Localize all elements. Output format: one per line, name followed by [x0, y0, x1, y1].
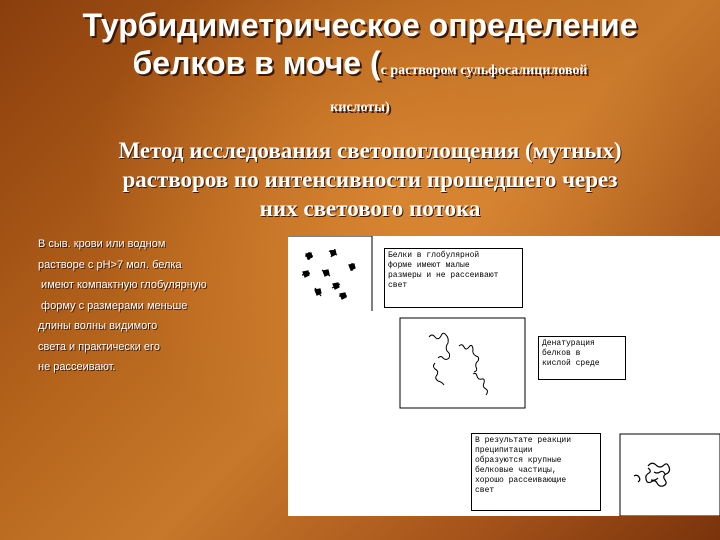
- particle-group-1-frame: [288, 236, 372, 311]
- globular-particle: [349, 263, 355, 271]
- title-line-2-small: с раствором сульфосалициловой: [380, 63, 588, 78]
- globular-particles: [302, 249, 355, 299]
- box-precipitation-line: образуются крупные: [475, 456, 562, 465]
- box-denaturation-line: белков в: [542, 349, 581, 358]
- box-denaturation-line: Денатурация: [542, 339, 595, 348]
- box-globular-line: форме имеют малые: [388, 261, 470, 270]
- box-precipitation: [471, 433, 601, 511]
- box-denaturation-line: кислой среде: [542, 359, 600, 368]
- title-line-2-main: белков в моче (: [132, 45, 381, 81]
- box-globular-line: размеры и не рассеивают: [388, 271, 499, 280]
- denatured-chains: [429, 333, 488, 395]
- denatured-frame: [400, 318, 525, 408]
- box-precipitation-line: В результате реакции: [475, 436, 572, 445]
- aggregated-particle: [634, 463, 670, 486]
- side-text-line: света и практически его: [38, 340, 160, 353]
- box-precipitation-line: свет: [475, 486, 495, 495]
- globular-particle: [305, 252, 313, 260]
- globular-particle: [302, 271, 310, 277]
- method-line-2: растворов по интенсивности прошедшего через: [122, 167, 618, 192]
- globular-particle: [329, 249, 337, 257]
- globular-particle: [322, 270, 330, 276]
- method-line-3: них светового потока: [259, 196, 481, 221]
- box-globular-line: Белки в глобулярной: [388, 251, 480, 260]
- globular-particle: [339, 293, 347, 299]
- method-line-1: Метод исследования светопоглощения (мутных): [118, 138, 622, 163]
- globular-particle: [332, 283, 340, 289]
- box-precipitation-line: преципитации: [475, 446, 533, 455]
- method-description: [50, 136, 690, 223]
- title-line-1: Турбидиметрическое определение: [82, 7, 638, 43]
- box-denaturation: [538, 336, 626, 380]
- side-text-line: длины волны видимого: [38, 320, 158, 332]
- side-text-line: имеют компактную глобулярную: [38, 279, 207, 291]
- globular-particle: [315, 288, 321, 296]
- slide-title: [0, 6, 720, 118]
- box-globular: [384, 248, 523, 308]
- figure-panel: [288, 236, 720, 516]
- title-line-3: кислоты): [330, 100, 390, 115]
- box-globular-line: свет: [388, 281, 408, 290]
- side-text-line: В сыв. крови или водном: [38, 238, 166, 250]
- side-text: [38, 234, 288, 378]
- box-precipitation-line: белковые частицы,: [475, 466, 557, 475]
- side-text-line: форму с размерами меньше: [38, 299, 188, 312]
- side-text-line: не рассеивают.: [38, 361, 116, 373]
- box-precipitation-line: хорошо рассеивающие: [475, 476, 567, 485]
- side-text-line: растворе с рН>7 мол. белка: [38, 258, 182, 271]
- title-line-2: [0, 44, 720, 90]
